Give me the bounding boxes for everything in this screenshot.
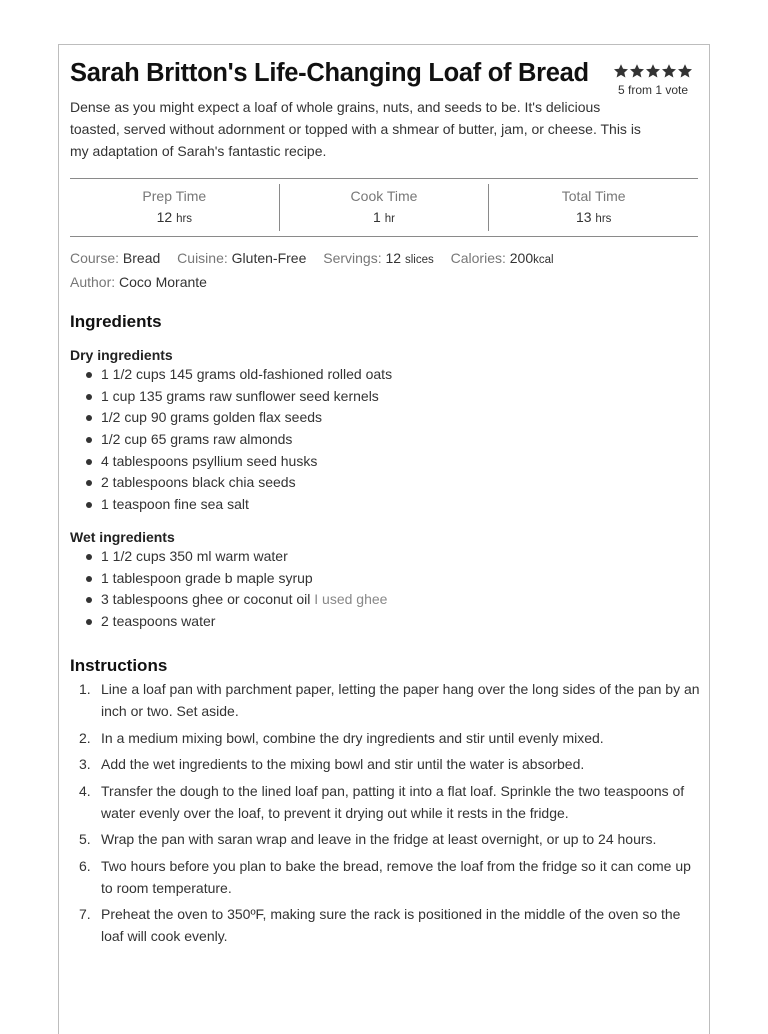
ingredient-item [70,472,392,494]
instruction-step [70,753,701,775]
star-icon[interactable] [661,63,677,79]
recipe-summary: Dense as you might expect a loaf of whole grains, nuts, and seeds to be. It's delicious toasted, served without adornment or topped with a shmear of butter, jam, or cheese. This is my adaptation of Sarah's fantastic recipe. [70,99,641,159]
step-text: Wrap the pan with saran wrap and leave in the fridge at least overnight, or up to 24 hours. [101,831,657,847]
prep-time-unit: hrs [176,213,193,225]
wet-ingredients-list [70,546,387,633]
ingredient-item [70,611,387,633]
step-text: Two hours before you plan to bake the bread, remove the loaf from the fridge so it can come up to room temperature. [101,857,691,896]
instruction-step [70,678,701,722]
step-text: Add the wet ingredients to the mixing bowl and stir until the water is absorbed. [101,756,585,772]
calories-label: Calories: [450,250,506,266]
prep-time [70,179,279,236]
instruction-step [70,903,701,947]
ingredient-text: 4 tablespoons psyllium seed husks [101,452,318,469]
dry-ingredients-title: Dry ingredients [70,347,173,363]
servings-label: Servings: [323,250,382,266]
instructions-list [70,678,701,952]
ingredient-note: I used ghee [314,591,388,608]
star-icon[interactable] [645,63,661,79]
ingredient-text: 1 1/2 cups 350 ml warm water [101,548,288,564]
step-number: 2. [79,729,91,746]
rating-count: 5 from 1 vote [617,83,689,97]
step-number: 3. [79,756,91,772]
step-number: 7. [79,906,91,922]
total-time-number: 13 [575,209,592,225]
ingredient-text: 3 tablespoons ghee or coconut oil [101,591,311,608]
cuisine-label: Cuisine: [177,250,228,266]
ingredient-text: 1 1/2 cups 145 grams old-fashioned rolled oats [101,366,393,382]
cuisine-value: Gluten-Free [231,250,307,266]
ingredient-text: 1/2 cup 90 grams golden flax seeds [101,409,323,426]
star-icon[interactable] [677,63,693,79]
instruction-step [70,828,701,850]
instruction-step [70,727,701,749]
ingredient-text: 1/2 cup 65 grams raw almonds [101,431,293,448]
step-text: In a medium mixing bowl, combine the dry ingredients and stir until evenly mixed. [101,729,604,746]
ingredient-item [70,451,392,473]
rating-stars[interactable] [608,63,698,79]
ingredient-item [70,589,387,611]
recipe-title: Sarah Britton's Life-Changing Loaf of Bread [70,59,589,87]
step-number: 4. [79,782,91,799]
author-row [70,271,554,293]
step-number: 5. [79,831,91,847]
recipe-rating[interactable] [608,63,698,97]
ingredient-text: 2 tablespoons black chia seeds [101,474,296,491]
star-icon[interactable] [613,63,629,79]
author-value: Coco Morante [119,274,207,290]
ingredient-text: 2 teaspoons water [101,613,216,630]
ingredient-item [70,407,392,429]
cook-time-number: 1 [373,209,381,225]
author-label: Author: [70,274,116,290]
calories-unit: kcal [533,254,554,266]
ingredients-heading: Ingredients [70,312,162,331]
cook-time-label: Cook Time [350,188,418,204]
cook-time-unit: hr [384,213,395,225]
calories-value: 200 [509,250,534,266]
course-label: Course: [70,250,120,266]
instruction-step [70,780,701,824]
prep-time-value [70,209,279,225]
step-text: Line a loaf pan with parchment paper, letting the paper hang over the long sides of the pan by an inch or two. Set aside. [101,681,700,719]
ingredient-item [70,568,387,590]
ingredient-text: 1 teaspoon fine sea salt [101,496,249,513]
recipe-card [58,44,710,1034]
step-text: Transfer the dough to the lined loaf pan, patting it into a flat loaf. Sprinkle the two teaspoons of water evenly over the loaf, to prevent it drying out while it rests in the fridge. [101,782,685,821]
wet-ingredients-title: Wet ingredients [70,529,175,545]
ingredient-text: 1 tablespoon grade b maple syrup [101,569,313,586]
course-value: Bread [122,250,161,266]
ingredient-item [70,364,392,386]
total-time-unit: hrs [595,213,612,225]
ingredient-item [70,429,392,451]
cook-time-value [280,209,489,225]
total-time [488,184,698,231]
recipe-meta [70,247,554,293]
step-text: Preheat the oven to 350ºF, making sure the rack is positioned in the middle of the oven so the loaf will cook evenly. [101,906,681,944]
total-time-label: Total Time [561,188,626,204]
dry-ingredients-list [70,364,392,516]
star-icon[interactable] [629,63,645,79]
servings-unit: slices [404,254,434,266]
prep-time-number: 12 [156,209,173,225]
ingredient-item [70,546,387,568]
prep-time-label: Prep Time [142,188,207,204]
step-number: 6. [79,857,91,874]
step-number: 1. [79,681,91,697]
recipe-times [70,178,698,237]
instructions-heading: Instructions [70,656,168,675]
total-time-value [489,209,698,225]
cook-time [279,184,489,231]
ingredient-text: 1 cup 135 grams raw sunflower seed kernels [101,387,379,404]
meta-row [70,247,554,271]
servings-value[interactable]: 12 [385,250,402,266]
ingredient-item [70,494,392,516]
ingredient-item [70,386,392,408]
instruction-step [70,855,701,899]
